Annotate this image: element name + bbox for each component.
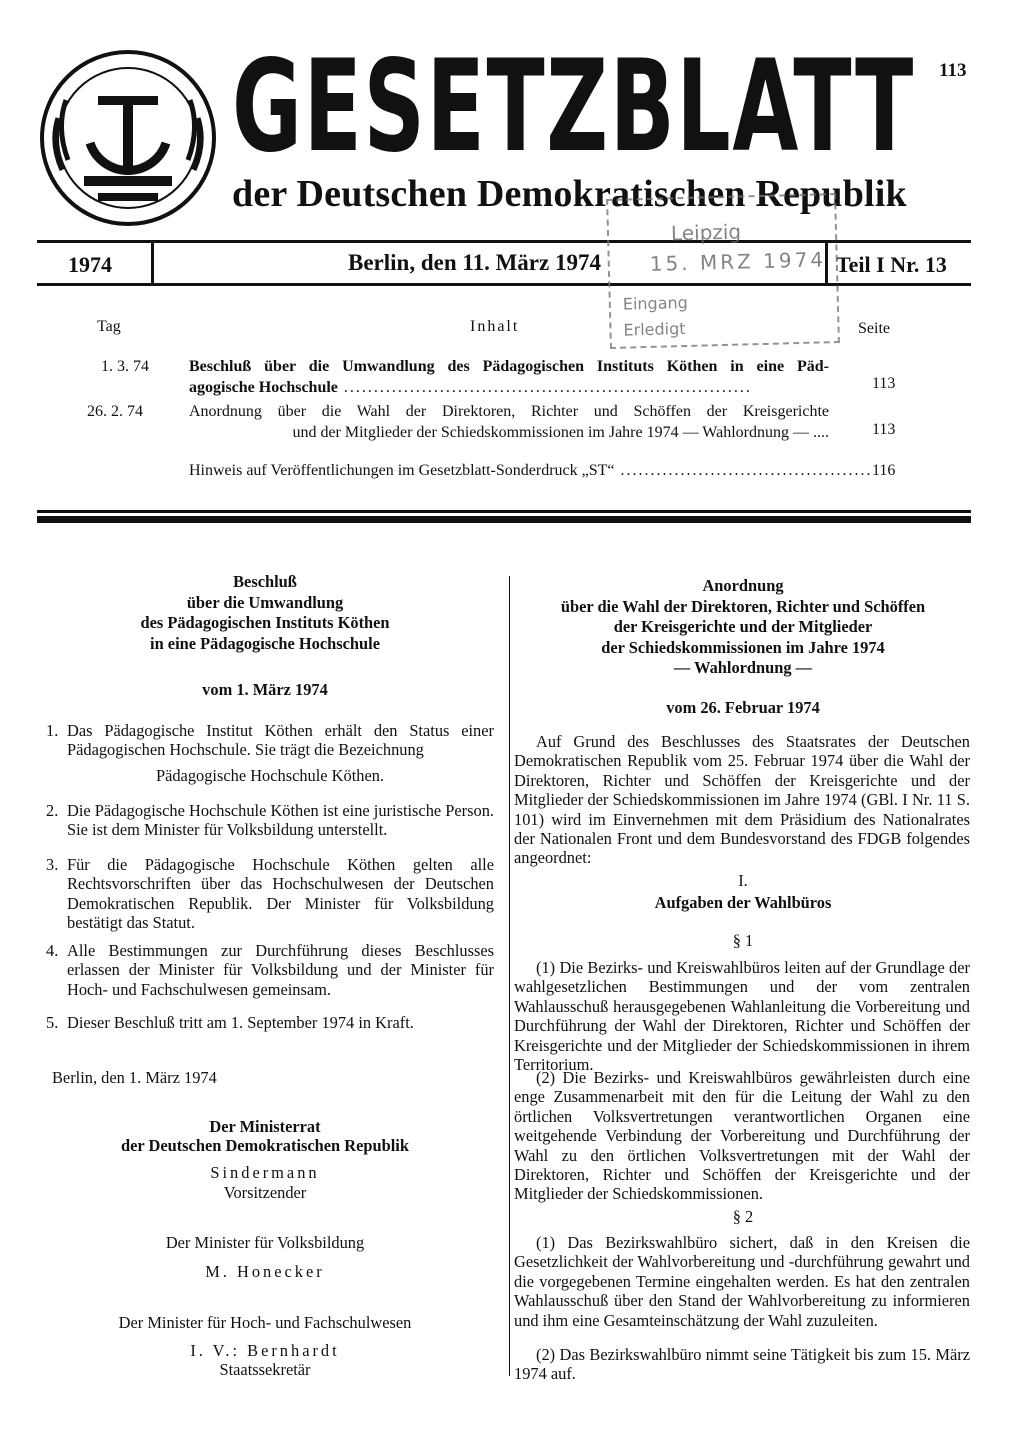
- receipt-stamp: [606, 193, 840, 349]
- minister-title: Der Minister für Volksbildung: [165, 1233, 365, 1252]
- paragraph-text: (2) Die Bezirks- und Kreiswahlbüros gewährleisten durch eine enge Zusammenarbeit mit den für die Leitung der Wahl zu den örtlichen Volksvertretungen verantwortlichen Organen eine weitgehende Verbindung der Vorbereitung und Durchführung der Wahl zu den örtlichen Volksvertretungen mit der Wahl der Direktoren, Richter und Schöffen der Kreisgerichte und der Mitglieder der Schiedskommissionen.: [514, 1068, 970, 1204]
- council-title: Der Ministerrat der Deutschen Demokratischen Republik: [121, 1117, 409, 1156]
- minister-name: I. V.: Bernhardt: [190, 1341, 340, 1360]
- section-number: I.: [738, 871, 748, 890]
- list-item: 5. Dieser Beschluß tritt am 1. September 1974 in Kraft.: [46, 1013, 414, 1032]
- toc-col-date: Tag: [97, 318, 121, 335]
- toc-col-content: Inhalt: [470, 318, 520, 335]
- paragraph-text: (1) Die Bezirks- und Kreiswahlbüros leiten auf der Grundlage der wahlgesetzlichen Bestimmungen und der vom zentralen Wahlausschuß herausgegebenen Wahlanleitung die Vorbereitung und Durchführung der Wahl der Direktoren, Richter und Schöffen der Kreisgerichte und der Mitglieder der Schiedskommissionen in ihrem Territorium.: [514, 958, 970, 1075]
- right-title: Anordnung über die Wahl der Direktoren, Richter und Schöffen der Kreisgerichte und der Mitglieder der Schiedskommissionen im Jahre 1974 — Wahlordnung —: [560, 576, 926, 677]
- list-item: 3. Für die Pädagogische Hochschule Köthen gelten alle Rechtsvorschriften über das Hochschulwesen der Deutschen Demokratischen Republik. Der Minister für Volksbildung bestätigt das Statut.: [46, 855, 494, 933]
- section-title: Aufgaben der Wahlbüros: [654, 893, 832, 912]
- toc-entry-title: Beschluß über die Umwandlung des Pädagogischen Instituts Köthen in eine Päd- agogische Hochschule ....................................................................: [189, 358, 829, 396]
- toc-rule-thick: [37, 516, 971, 523]
- signatory-role: Vorsitzender: [223, 1183, 307, 1202]
- right-date: vom 26. Februar 1974: [666, 698, 820, 717]
- stamp-date: 15. MRZ 1974: [649, 247, 827, 276]
- preamble: Auf Grund des Beschlusses des Staatsrates der Deutschen Demokratischen Republik vom 25. Februar 1974 über die Wahl der Direktoren, Richter und Schöffen der Kreisgerichte und der Mitglieder der Schiedskommissionen im Jahre 1974 (GBl. I Nr. 11 S. 101) wird im Einvernehmen mit dem Präsidium des Nationalrates der Nationalen Front und dem Bundesvorstand des FDGB folgendes angeordnet:: [514, 732, 970, 868]
- state-emblem-icon: [38, 48, 218, 228]
- issue-date: Berlin, den 11. März 1974: [348, 250, 601, 275]
- stamp-line-2: Erledigt: [623, 319, 686, 340]
- toc-col-page: Seite: [858, 320, 890, 337]
- place-date: Berlin, den 1. März 1974: [52, 1068, 217, 1087]
- list-item: 2. Die Pädagogische Hochschule Köthen ist eine juristische Person. Sie ist dem Minister für Volksbildung unterstellt.: [46, 801, 494, 840]
- minister-name: M. Honecker: [205, 1262, 325, 1281]
- minister-role: Staatssekretär: [219, 1360, 311, 1379]
- toc-entry-title: Anordnung über die Wahl der Direktoren, Richter und Schöffen der Kreisgerichte und der Mitglieder der Schiedskommissionen im Jahre 1974 — Wahlordnung — ....: [189, 403, 829, 441]
- issue-year: 1974: [68, 252, 112, 277]
- paragraph-text: (2) Das Bezirkswahlbüro nimmt seine Tätigkeit bis zum 15. März 1974 auf.: [514, 1345, 970, 1384]
- toc-entry-date: 26. 2. 74: [87, 403, 143, 420]
- toc-entry-page: 116: [872, 462, 896, 479]
- list-item: 4. Alle Bestimmungen zur Durchführung dieses Beschlusses erlassen der Minister für Volksbildung und der Minister für Hoch- und Fachschulwesen gemeinsam.: [46, 941, 494, 999]
- paragraph-text: (1) Das Bezirkswahlbüro sichert, daß in den Kreisen die Gesetzlichkeit der Wahlvorbereitung und -durchführung gewahrt und die vorgegebenen Termine eingehalten werden. Es hat den zentralen Wahlausschuß über den Stand der Wahlvorbereitung zu informieren und ihm eine Gesamteinschätzung der Wahl zuzuleiten.: [514, 1233, 970, 1330]
- list-item: 1. Das Pädagogische Institut Köthen erhält den Status einer Pädagogischen Hochschule. Sie trägt die Bezeichnung: [46, 721, 494, 760]
- toc-entry-title: Hinweis auf Veröffentlichungen im Gesetzblatt-Sonderdruck „ST“ ..........................................: [189, 462, 873, 479]
- signatory-name: Sindermann: [210, 1163, 320, 1182]
- page-number: 113: [939, 60, 967, 81]
- issue-number: Teil I Nr. 13: [836, 252, 947, 277]
- masthead-title: GESETZBLATT: [232, 31, 916, 181]
- masthead-subtitle: der Deutschen Demokratischen Republik: [232, 173, 907, 215]
- toc-entry-page: 113: [872, 375, 896, 392]
- stamp-line-1: Eingang: [622, 292, 689, 314]
- paragraph-number: § 2: [732, 1207, 754, 1226]
- institution-name: Pädagogische Hochschule Köthen.: [155, 766, 385, 785]
- left-date: vom 1. März 1974: [202, 680, 328, 699]
- column-divider: [509, 576, 510, 1376]
- toc-entry-page: 113: [872, 421, 896, 438]
- header-divider: [151, 243, 154, 283]
- stamp-city: Leipzig: [670, 219, 742, 246]
- left-title: Beschluß über die Umwandlung des Pädagogischen Instituts Köthen in eine Pädagogische Hochschule: [140, 572, 390, 653]
- paragraph-number: § 1: [732, 931, 754, 950]
- toc-rule: [37, 510, 971, 513]
- minister-title: Der Minister für Hoch- und Fachschulwesen: [118, 1313, 412, 1332]
- toc-entry-date: 1. 3. 74: [101, 358, 149, 375]
